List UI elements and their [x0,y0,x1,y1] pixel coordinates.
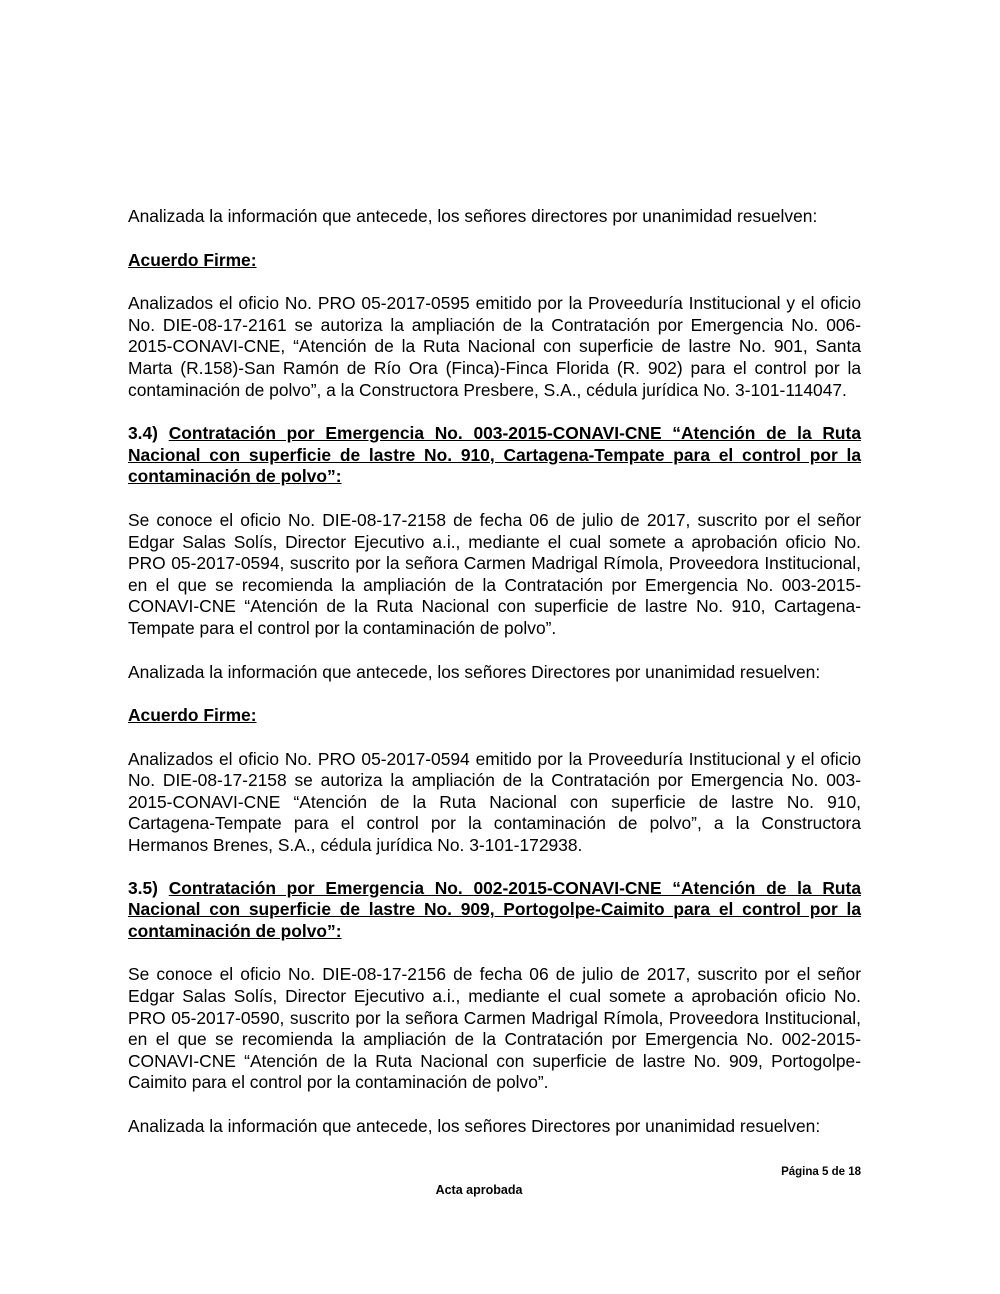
paragraph-acuerdo-1: Analizados el oficio No. PRO 05-2017-0595 emitido por la Proveeduría Institucional y el oficio No. DIE-08-17-2161 se autoriza la ampliación de la Contratación por Emergencia No. 006-2015-CONAVI-CNE, “Atención de la Ruta Nacional con superficie de lastre No. 901, Santa Marta (R.158)-San Ramón de Río Ora (Finca)-Finca Florida (R. 902) para el control por la contaminación de polvo”, a la Constructora Presbere, S.A., cédula jurídica No. 3-101-114047. [128,293,861,400]
paragraph-oficio-3-5: Se conoce el oficio No. DIE-08-17-2156 de fecha 06 de julio de 2017, suscrito por el señor Edgar Salas Solís, Director Ejecutivo a.i., mediante el cual somete a aprobación oficio No. PRO 05-2017-0590, suscrito por la señora Carmen Madrigal Rímola, Proveedora Institucional, en el que se recomienda la ampliación de la Contratación por Emergencia No. 002-2015-CONAVI-CNE “Atención de la Ruta Nacional con superficie de lastre No. 909, Portogolpe-Caimito para el control por la contaminación de polvo”. [128,964,861,1093]
document-body [128,206,861,1138]
section-heading-3-5 [128,878,861,943]
acuerdo-firme-heading-1: Acuerdo Firme: [128,249,257,270]
page-number: Página 5 de 18 [781,1166,861,1178]
section-title-3-5: Contratación por Emergencia No. 002-2015-CONAVI-CNE “Atención de la Ruta Nacional con superficie de lastre No. 909, Portogolpe-Caimito para el control por la contaminación de polvo”: [128,877,861,941]
section-number-3-4: 3.4) [128,423,158,444]
paragraph-resolution-intro-2: Analizada la información que antecede, los señores Directores por unanimidad resuelven: [128,661,821,682]
paragraph-resolution-intro-3: Analizada la información que antecede, los señores Directores por unanimidad resuelven: [128,1116,821,1136]
paragraph-resolution-intro-1: Analizada la información que antecede, los señores directores por unanimidad resuelven: [128,206,818,226]
section-title-3-4: Contratación por Emergencia No. 003-2015-CONAVI-CNE “Atención de la Ruta Nacional con superficie de lastre No. 910, Cartagena-Tempate para el control por la contaminación de polvo”: [128,423,861,487]
acuerdo-firme-heading-2: Acuerdo Firme: [128,705,257,726]
section-number-3-5: 3.5) [128,877,158,898]
section-heading-3-4 [128,423,861,488]
acta-status-label: Acta aprobada [435,1183,523,1197]
paragraph-acuerdo-2: Analizados el oficio No. PRO 05-2017-0594 emitido por la Proveeduría Institucional y el oficio No. DIE-08-17-2158 se autoriza la ampliación de la Contratación por Emergencia No. 003-2015-CONAVI-CNE “Atención de la Ruta Nacional con superficie de lastre No. 910, Cartagena-Tempate para el control por la contaminación de polvo”, a la Constructora Hermanos Brenes, S.A., cédula jurídica No. 3-101-172938. [128,748,861,856]
paragraph-oficio-3-4: Se conoce el oficio No. DIE-08-17-2158 de fecha 06 de julio de 2017, suscrito por el señor Edgar Salas Solís, Director Ejecutivo a.i., mediante el cual somete a aprobación oficio No. PRO 05-2017-0594, suscrito por la señora Carmen Madrigal Rímola, Proveedora Institucional, en el que se recomienda la ampliación de la Contratación por Emergencia No. 003-2015-CONAVI-CNE “Atención de la Ruta Nacional con superficie de lastre No. 910, Cartagena-Tempate para el control por la contaminación de polvo”. [128,509,861,638]
